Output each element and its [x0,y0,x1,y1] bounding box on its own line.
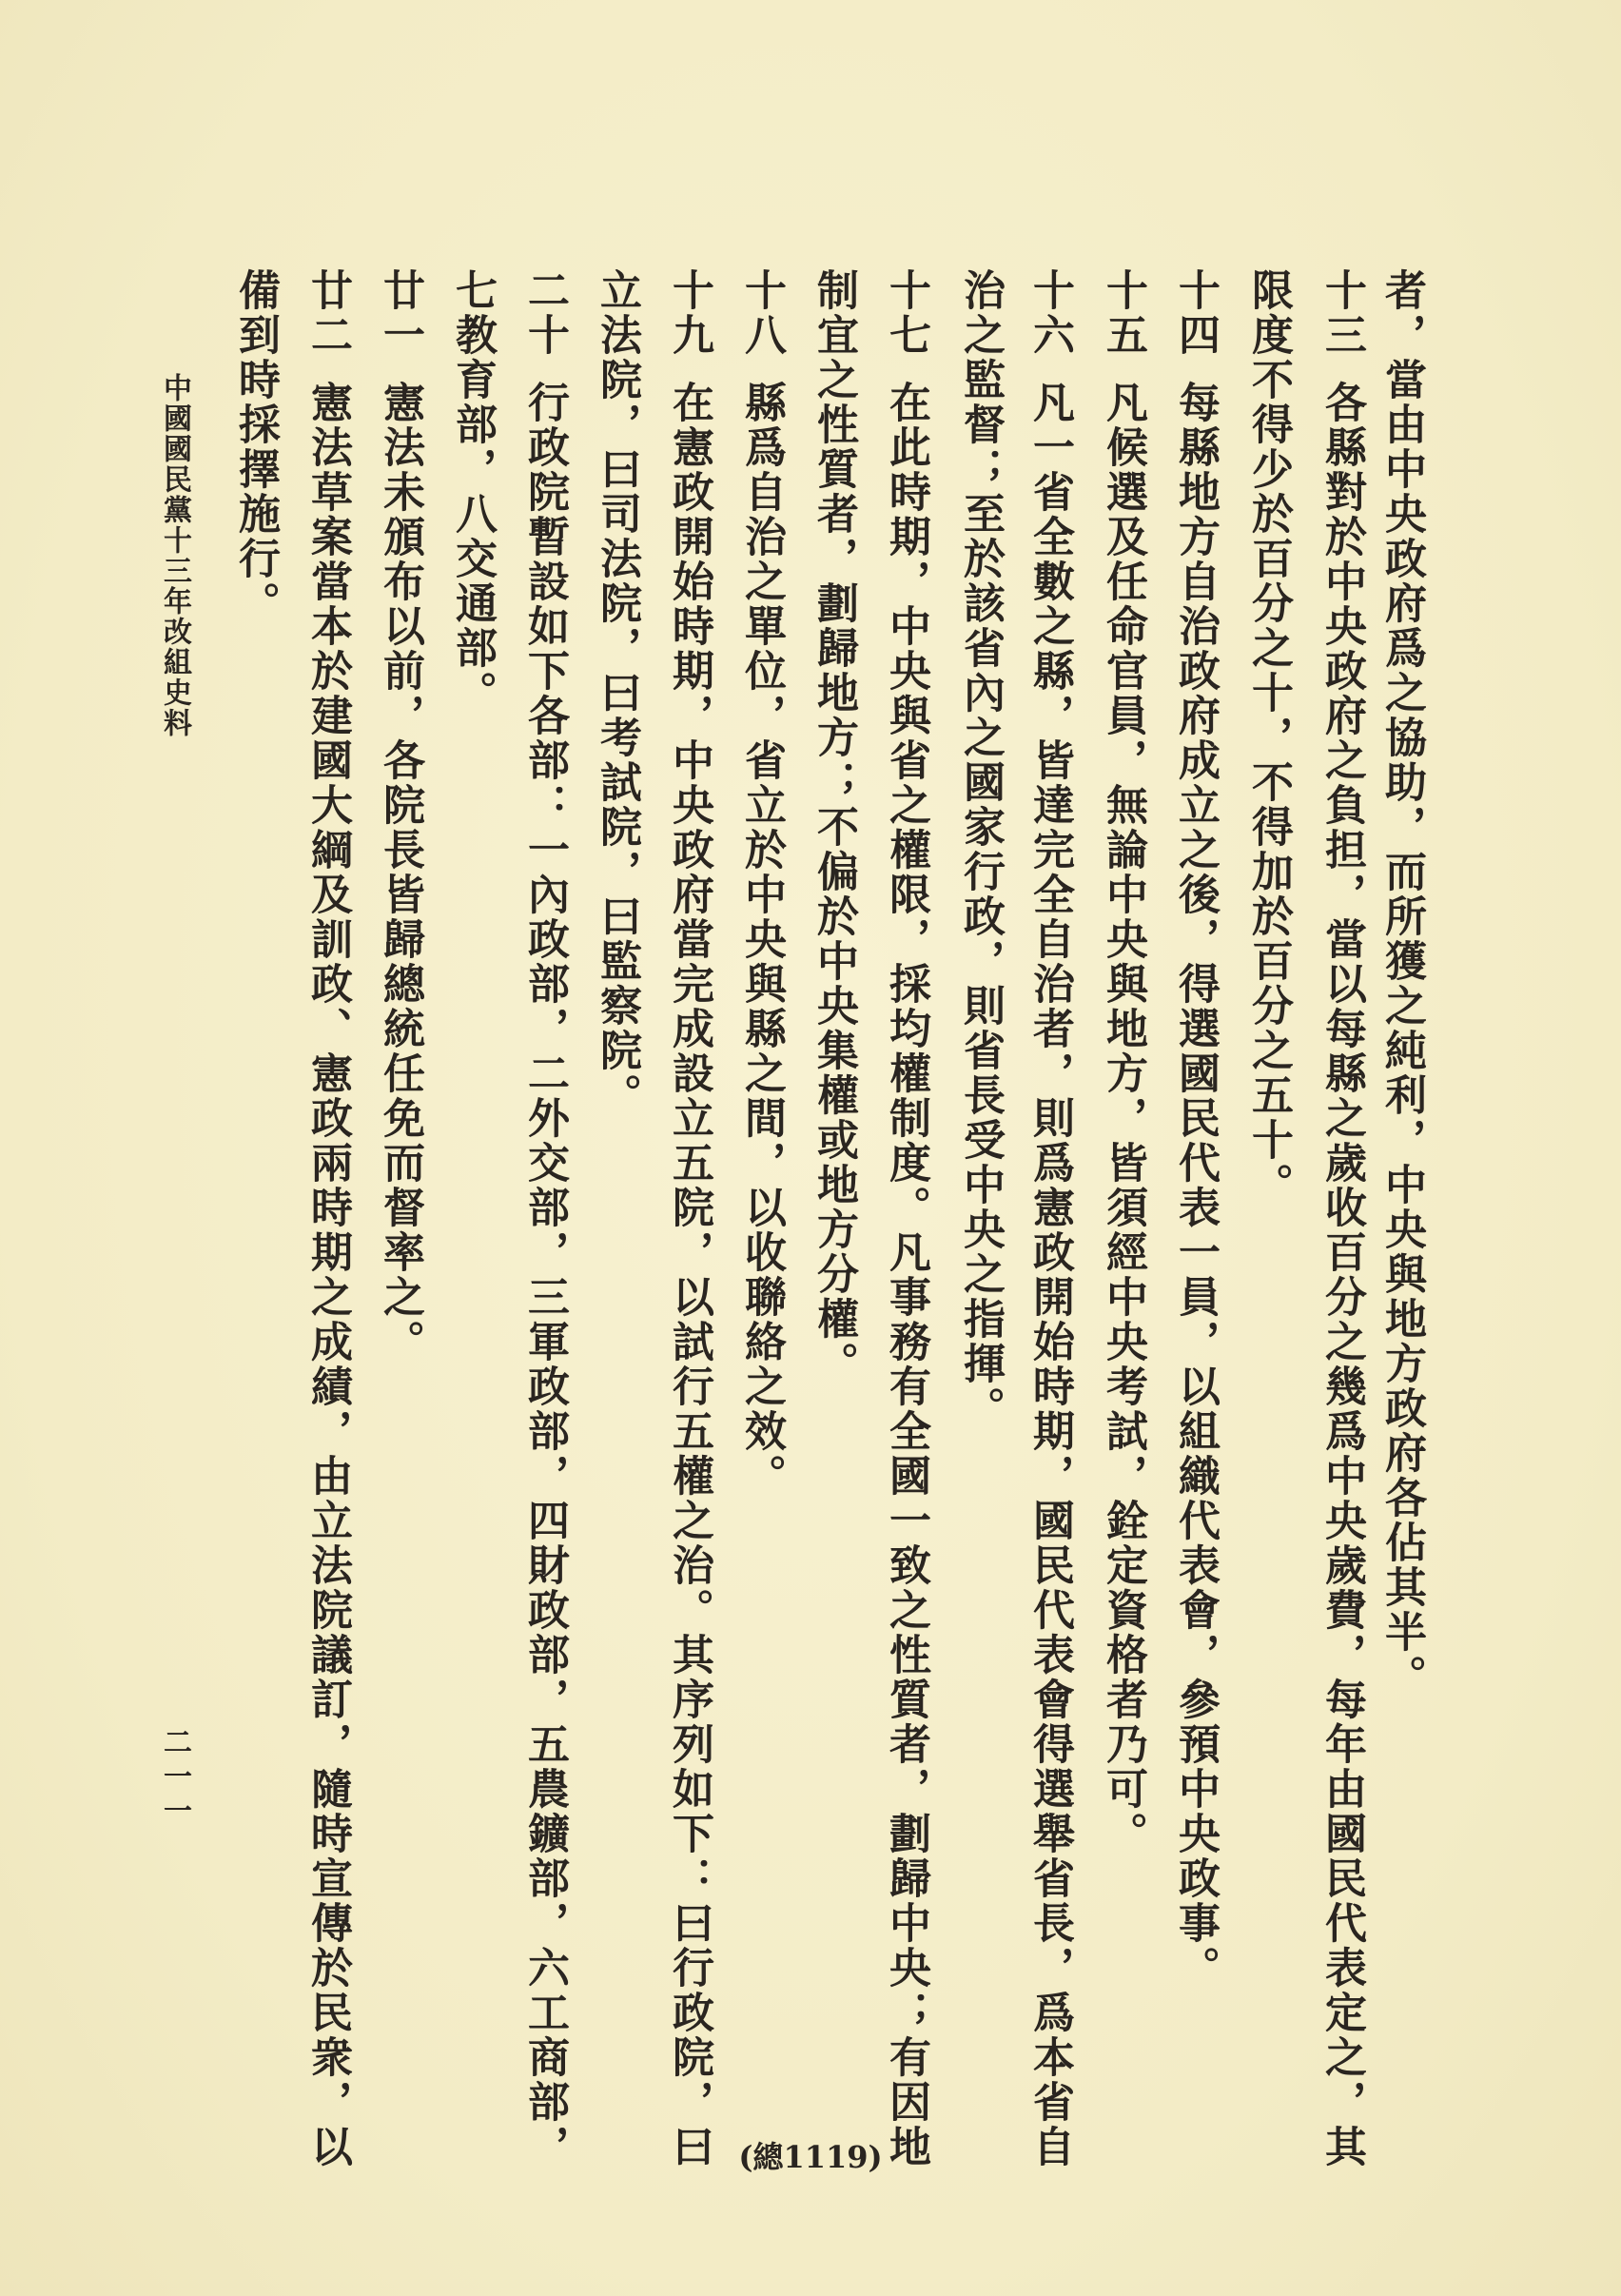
column-text: 立法院，曰司法院，曰考試院，曰監察院。 [593,268,641,1118]
column-text: 備到時採擇施行。 [231,268,280,626]
article-number: 廿一 [376,268,424,358]
article-number: 廿二 [303,268,352,358]
column-text: 行政院暫設如下各部：一內政部，二外交部，三軍政部，四財政部，五農鑛部，六工商部， [520,381,569,2169]
text-column [1021,268,1078,2169]
text-column [732,268,790,2095]
text-column [226,268,283,2095]
column-text: 縣爲自治之單位，省立於中央與縣之間，以收聯絡之效。 [737,381,786,1499]
column-text: 憲法未頒布以前，各院長皆歸總統任免而督率之。 [376,381,424,1364]
text-column [588,268,645,2095]
article-number: 十六 [1025,268,1074,358]
text-column [1313,268,1370,2169]
article-number: 十三 [1318,268,1366,358]
text-column [1373,268,1430,2095]
text-column [1094,268,1151,2095]
column-text: 凡一省全數之縣，皆達完全自治者，則爲憲政開始時期，國民代表會得選舉省長，爲本省自 [1025,381,1074,2169]
article-number: 二十 [520,268,569,358]
text-column [1240,268,1297,2095]
article-number: 十四 [1171,268,1220,358]
column-text: 各縣對於中央政府之負担，當以每縣之歲收百分之幾爲中央歲費，每年由國民代表定之，其 [1318,381,1366,2169]
article-number: 十七 [882,268,930,358]
article-number: 十八 [737,268,786,358]
text-column [1166,268,1223,2095]
text-column [371,268,428,2095]
column-text: 者，當由中央政府爲之協助，而所獲之純利，中央與地方政府各佔其半。 [1377,268,1426,1699]
text-column [805,268,862,2095]
column-text: 七教育部，八交通部。 [448,268,497,716]
column-text: 在憲政開始時期，中央政府當完成設立五院，以試行五權之治。其序列如下：曰行政院，曰 [665,381,713,2169]
column-text: 在此時期，中央與省之權限，採均權制度。凡事務有全國一致之性質者，劃歸中央；有因地 [882,381,930,2169]
article-number: 十九 [665,268,713,358]
text-column [660,268,717,2169]
book-title: 中國國民黨十三年改組史料 [158,373,191,738]
total-page-number: (總1119) [738,2139,883,2175]
text-column [951,268,1008,2095]
text-column [299,268,356,2169]
column-text: 憲法草案當本於建國大綱及訓政、憲政兩時期之成績，由立法院議訂，隨時宣傳於民衆，以 [303,381,352,2169]
text-column [443,268,500,2095]
text-column [516,268,573,2169]
column-text: 限度不得少於百分之十，不得加於百分之五十。 [1244,268,1293,1207]
page-number: 二一一 [158,1727,191,1830]
column-text: 凡候選及任命官員，無論中央與地方，皆須經中央考試，銓定資格者乃可。 [1099,381,1147,1856]
text-column [877,268,934,2169]
column-text: 治之監督；至於該省內之國家行政，則省長受中央之指揮。 [956,268,1005,1431]
column-text: 制宜之性質者，劃歸地方；不偏於中央集權或地方分權。 [810,268,858,1386]
article-number: 十五 [1099,268,1147,358]
column-text: 每縣地方自治政府成立之後，得選國民代表一員，以組織代表會，參預中央政事。 [1171,381,1220,1991]
